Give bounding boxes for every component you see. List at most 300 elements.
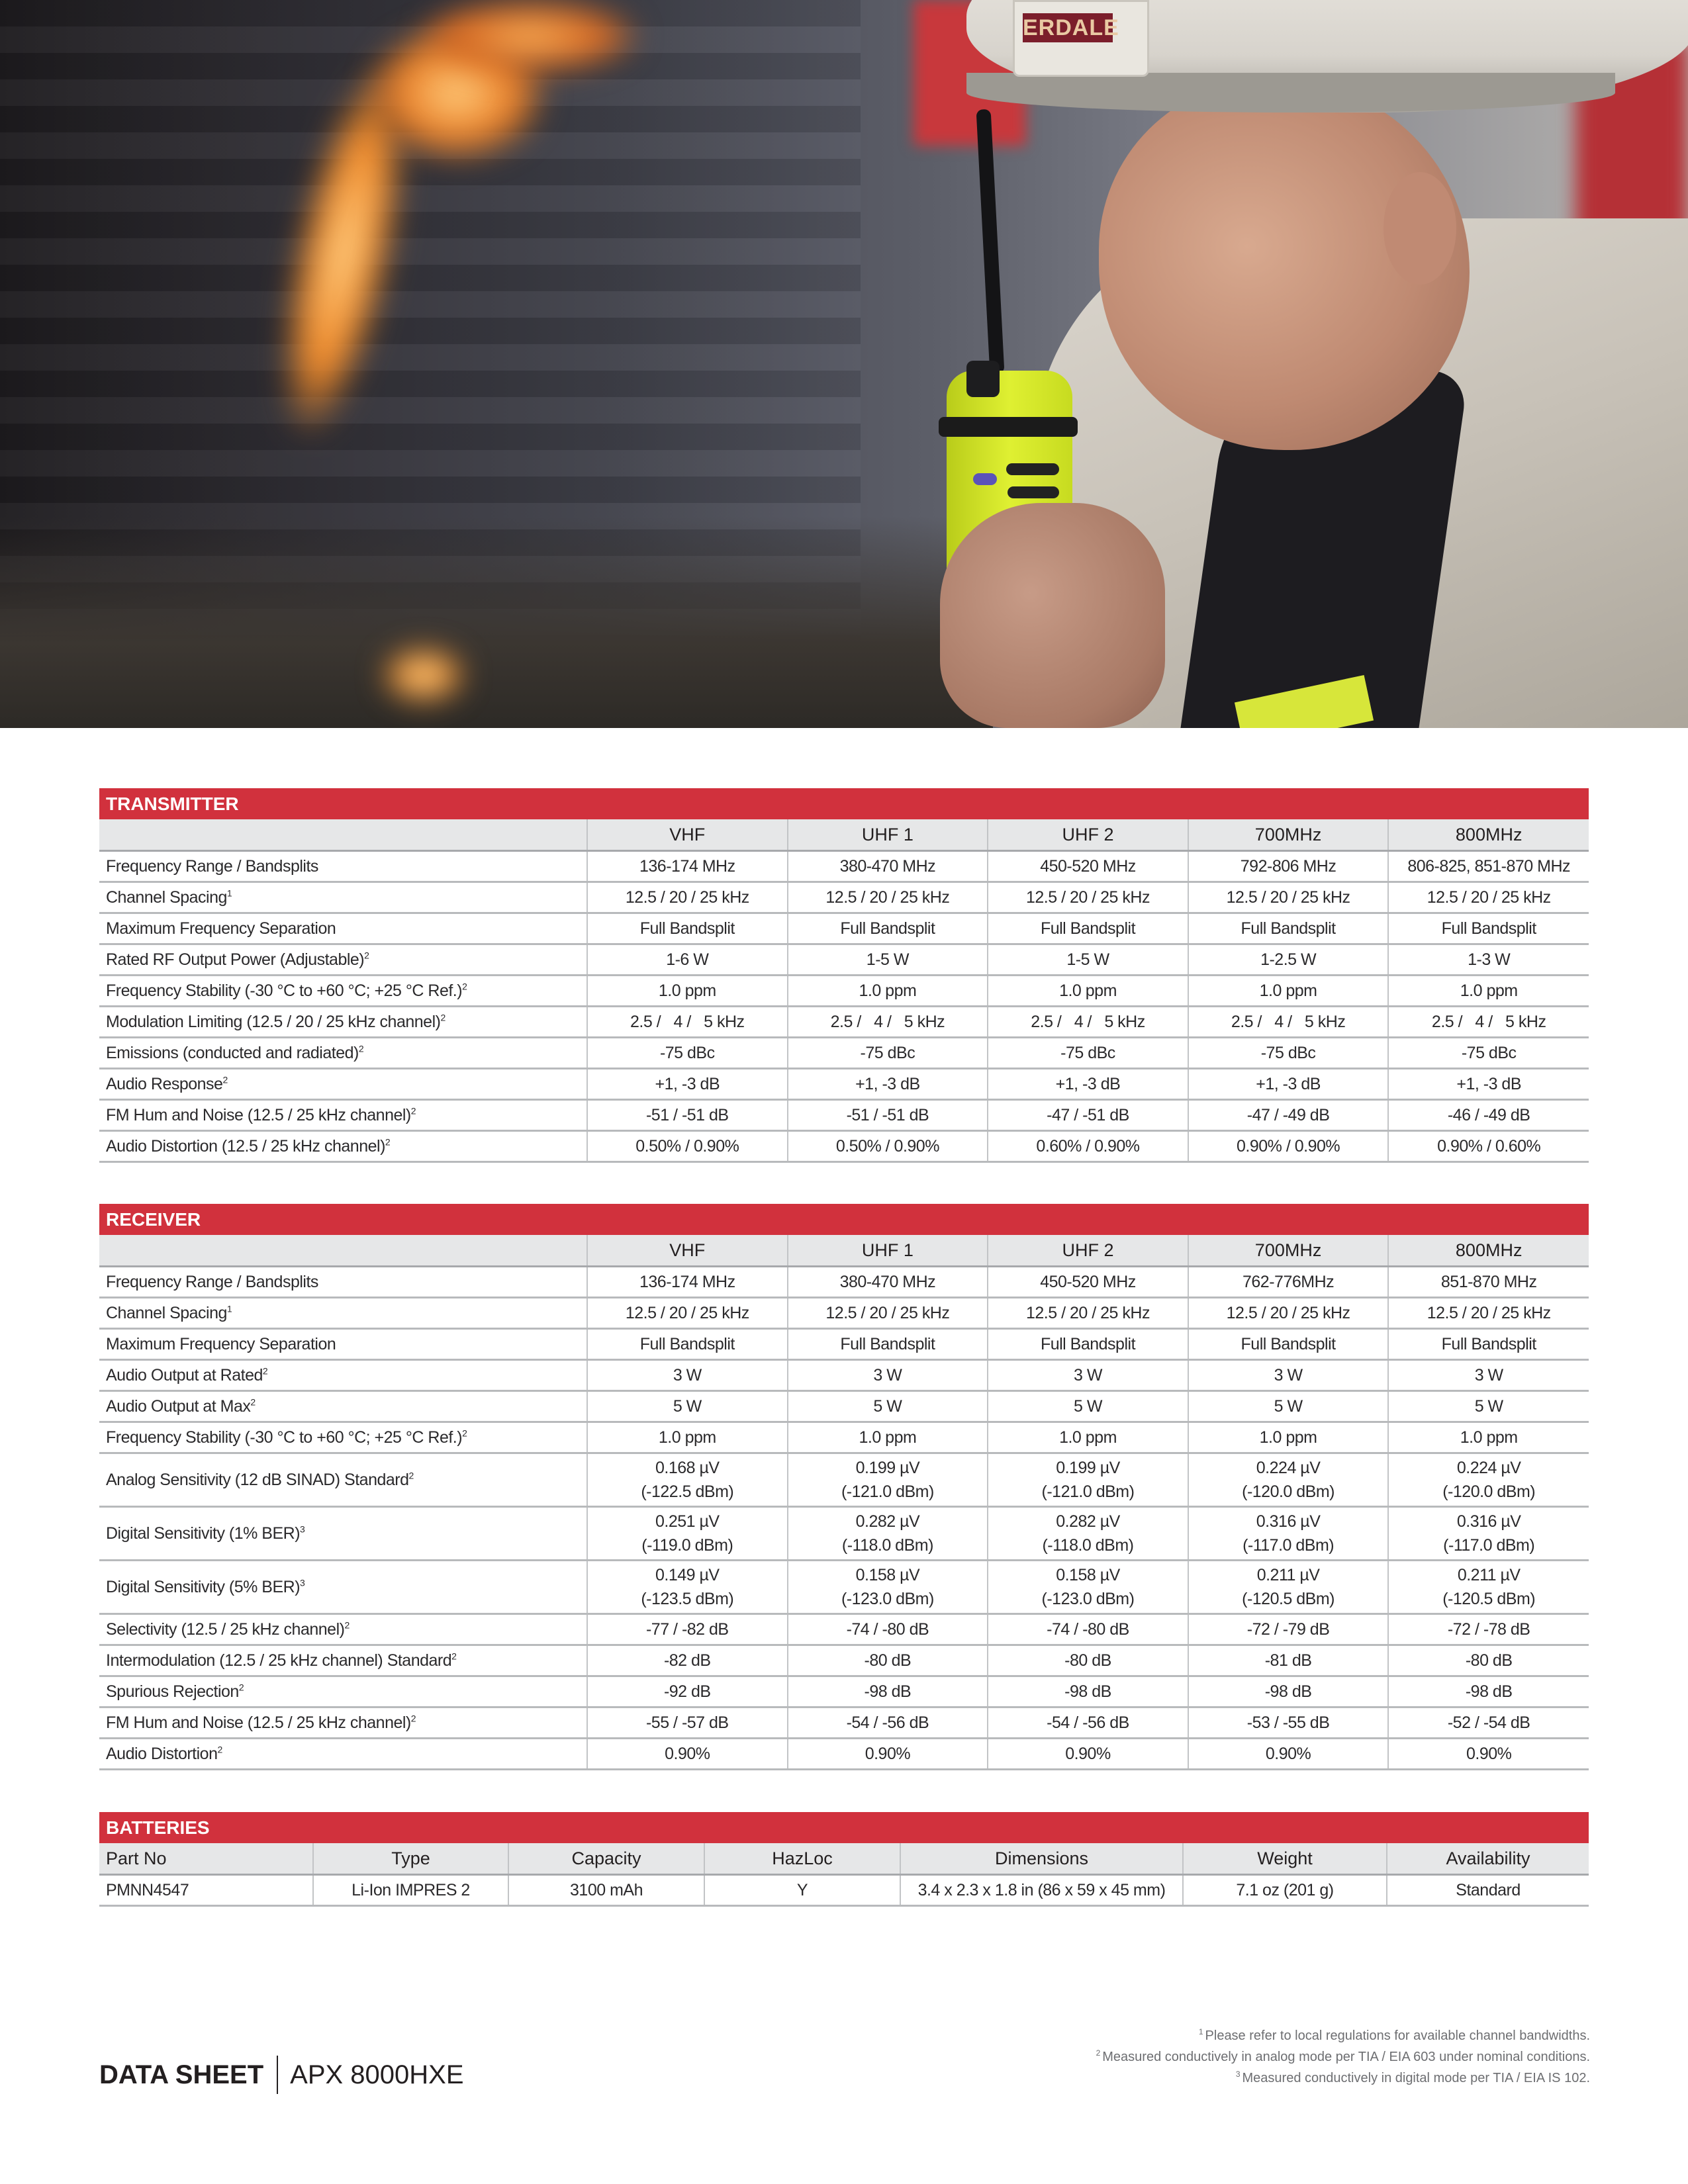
spec-value-dbm: (-120.5 dBm): [1442, 1590, 1536, 1608]
footer-brand: [99, 2055, 464, 2095]
footnote-ref: 2: [440, 1012, 445, 1023]
spec-value: 1-2.5 W: [1188, 944, 1389, 976]
radio-emergency-button: [973, 473, 997, 485]
spec-value: 2.5 / 4 / 5 kHz: [587, 1007, 788, 1038]
battery-type: Li-Ion IMPRES 2: [313, 1875, 508, 1906]
footnote-ref: 2: [262, 1365, 268, 1377]
spec-value: 0.90%: [1188, 1739, 1389, 1770]
row-label: [99, 1707, 587, 1739]
spec-value: -54 / -56 dB: [788, 1707, 988, 1739]
battery-availability: Standard: [1387, 1875, 1589, 1906]
hero-photo: [0, 0, 1688, 728]
row-label-text: Audio Distortion: [106, 1745, 218, 1763]
spec-value: Full Bandsplit: [587, 1329, 788, 1360]
column-header-vhf: VHF: [587, 1235, 788, 1267]
receiver-table: [99, 1235, 1589, 1770]
spec-value: 12.5 / 20 / 25 kHz: [788, 1298, 988, 1329]
spec-value: [788, 1561, 988, 1614]
table-row: [99, 1561, 1589, 1614]
spec-value: [587, 1561, 788, 1614]
spec-value-dbm: (-120.5 dBm): [1242, 1590, 1335, 1608]
spec-value: 136-174 MHz: [587, 851, 788, 882]
table-row: [99, 851, 1589, 882]
spec-value-dbm: (-120.0 dBm): [1442, 1482, 1536, 1501]
spec-value: [988, 1507, 1188, 1561]
spec-value-dbm: (-123.0 dBm): [1041, 1590, 1135, 1608]
spec-value-microvolts: 0.158 µV: [855, 1566, 920, 1584]
spec-value: -80 dB: [1388, 1645, 1589, 1676]
footnote-ref: 2: [358, 1043, 364, 1054]
table-row: [99, 913, 1589, 944]
spec-value: +1, -3 dB: [1188, 1069, 1389, 1100]
row-label: [99, 944, 587, 976]
column-header-dimensions: Dimensions: [900, 1843, 1183, 1875]
row-label-text: Analog Sensitivity (12 dB SINAD) Standard: [106, 1471, 409, 1489]
spec-value: 762-776MHz: [1188, 1267, 1389, 1298]
row-label: [99, 1507, 587, 1561]
doc-type-label: DATA SHEET: [99, 2060, 264, 2089]
table-row: [99, 944, 1589, 976]
spec-value: 0.90%: [788, 1739, 988, 1770]
radio-band: [939, 417, 1078, 437]
column-header-uhf2: UHF 2: [988, 819, 1188, 851]
spec-value: +1, -3 dB: [788, 1069, 988, 1100]
row-label: [99, 1267, 587, 1298]
row-label: [99, 1360, 587, 1391]
spec-value: -82 dB: [587, 1645, 788, 1676]
row-label-text: Channel Spacing: [106, 1304, 227, 1322]
spec-value: -52 / -54 dB: [1388, 1707, 1589, 1739]
row-label: [99, 1453, 587, 1507]
spec-value: -74 / -80 dB: [988, 1614, 1188, 1645]
spec-value: 1.0 ppm: [587, 1422, 788, 1453]
footnote-ref: 2: [410, 1713, 416, 1724]
row-label-text: FM Hum and Noise (12.5 / 25 kHz channel): [106, 1106, 411, 1124]
table-row: [99, 1131, 1589, 1162]
spec-value: 1.0 ppm: [988, 976, 1188, 1007]
spec-value: 1.0 ppm: [1188, 1422, 1389, 1453]
column-header-capacity: Capacity: [508, 1843, 704, 1875]
footnote-ref: 2: [408, 1470, 414, 1481]
spec-value: 1.0 ppm: [587, 976, 788, 1007]
row-label-text: Spurious Rejection: [106, 1682, 239, 1701]
column-header-availability: Availability: [1387, 1843, 1589, 1875]
battery-capacity: 3100 mAh: [508, 1875, 704, 1906]
spec-value: 2.5 / 4 / 5 kHz: [988, 1007, 1188, 1038]
row-label: [99, 1614, 587, 1645]
row-label: [99, 882, 587, 913]
radio-button: [1006, 463, 1059, 475]
column-header-type: Type: [313, 1843, 508, 1875]
table-row: [99, 882, 1589, 913]
radio-antenna: [976, 109, 1005, 375]
row-label: [99, 1645, 587, 1676]
spec-value: -46 / -49 dB: [1388, 1100, 1589, 1131]
footnote-ref: 2: [385, 1136, 391, 1148]
table-row: [99, 1267, 1589, 1298]
spec-value: [988, 1453, 1188, 1507]
spec-value: 1.0 ppm: [988, 1422, 1188, 1453]
spec-value: -92 dB: [587, 1676, 788, 1707]
spec-value: 3 W: [788, 1360, 988, 1391]
spec-value: [1188, 1561, 1389, 1614]
table-row: [99, 1507, 1589, 1561]
spec-value-microvolts: 0.149 µV: [655, 1566, 720, 1584]
section-title: RECEIVER: [99, 1204, 1589, 1235]
spec-value: 5 W: [1388, 1391, 1589, 1422]
battery-dimensions: 3.4 x 2.3 x 1.8 in (86 x 59 x 45 mm): [900, 1875, 1183, 1906]
radio-button: [1008, 486, 1059, 498]
spec-value: [1388, 1561, 1589, 1614]
footnote-ref: 2: [410, 1105, 416, 1116]
row-label-text: Audio Output at Rated: [106, 1366, 263, 1385]
column-header-700mhz: 700MHz: [1188, 1235, 1389, 1267]
spec-value: 1.0 ppm: [788, 976, 988, 1007]
footnote-ref: 2: [344, 1619, 350, 1631]
spec-value-dbm: (-121.0 dBm): [1041, 1482, 1135, 1501]
spec-value: Full Bandsplit: [788, 1329, 988, 1360]
spec-value-dbm: (-122.5 dBm): [641, 1482, 734, 1501]
spec-value: -77 / -82 dB: [587, 1614, 788, 1645]
spec-value-microvolts: 0.211 µV: [1256, 1566, 1320, 1584]
spec-value: 3 W: [988, 1360, 1188, 1391]
spec-value: 1.0 ppm: [1388, 976, 1589, 1007]
spec-value: 12.5 / 20 / 25 kHz: [1188, 882, 1389, 913]
row-label: [99, 1739, 587, 1770]
row-label-text: Frequency Range / Bandsplits: [106, 857, 318, 876]
spec-value: 12.5 / 20 / 25 kHz: [988, 882, 1188, 913]
column-header-uhf1: UHF 1: [788, 1235, 988, 1267]
spec-value: 0.90%: [1388, 1739, 1589, 1770]
spec-value: -80 dB: [988, 1645, 1188, 1676]
footnote-ref: 2: [217, 1744, 222, 1755]
footnote-2: [1096, 2046, 1590, 2068]
battery-part-no: PMNN4547: [99, 1875, 313, 1906]
spec-value-dbm: (-121.0 dBm): [841, 1482, 934, 1501]
row-label: [99, 1298, 587, 1329]
column-header-vhf: VHF: [587, 819, 788, 851]
spec-value: 1-5 W: [988, 944, 1188, 976]
spec-value: +1, -3 dB: [587, 1069, 788, 1100]
spec-value-dbm: (-123.0 dBm): [841, 1590, 934, 1608]
model-name: APX 8000HXE: [290, 2060, 464, 2089]
column-header: [99, 1235, 587, 1267]
spec-value: Full Bandsplit: [1388, 913, 1589, 944]
row-label: [99, 851, 587, 882]
table-row: [99, 1645, 1589, 1676]
spec-value: -53 / -55 dB: [1188, 1707, 1389, 1739]
row-label-text: Channel Spacing: [106, 888, 227, 907]
spec-value: 792-806 MHz: [1188, 851, 1389, 882]
footnote-ref: 2: [462, 981, 467, 992]
spec-value: 5 W: [587, 1391, 788, 1422]
batteries-table: [99, 1843, 1589, 1907]
spec-value: 136-174 MHz: [587, 1267, 788, 1298]
spec-value: [988, 1561, 1188, 1614]
footnote-ref: 2: [238, 1682, 244, 1693]
spec-value: -75 dBc: [1188, 1038, 1389, 1069]
footnote-text: Please refer to local regulations for available channel bandwidths.: [1205, 2028, 1590, 2043]
row-label-text: Audio Response: [106, 1075, 223, 1093]
debris-ground: [0, 516, 993, 728]
spec-value: Full Bandsplit: [587, 913, 788, 944]
spec-value: 450-520 MHz: [988, 1267, 1188, 1298]
spec-value: 12.5 / 20 / 25 kHz: [988, 1298, 1188, 1329]
spec-value: Full Bandsplit: [1188, 1329, 1389, 1360]
spec-value: [1188, 1453, 1389, 1507]
table-header-row: [99, 1235, 1589, 1267]
footnote-ref: 2: [462, 1428, 467, 1439]
column-header-uhf1: UHF 1: [788, 819, 988, 851]
spec-value: 0.90% / 0.90%: [1188, 1131, 1389, 1162]
spec-value: 0.50% / 0.90%: [788, 1131, 988, 1162]
spec-value-microvolts: 0.316 µV: [1256, 1512, 1321, 1531]
section-title: TRANSMITTER: [99, 788, 1589, 819]
table-header-row: [99, 1843, 1589, 1875]
spec-value: [1388, 1507, 1589, 1561]
spec-value: -47 / -51 dB: [988, 1100, 1188, 1131]
row-label-text: Digital Sensitivity (1% BER): [106, 1524, 301, 1543]
spec-value-microvolts: 0.251 µV: [655, 1512, 720, 1531]
column-header-800mhz: 800MHz: [1388, 819, 1589, 851]
row-label: [99, 1007, 587, 1038]
spec-value: -51 / -51 dB: [587, 1100, 788, 1131]
spec-value-dbm: (-123.5 dBm): [641, 1590, 734, 1608]
column-header-800mhz: 800MHz: [1388, 1235, 1589, 1267]
spec-value: 380-470 MHz: [788, 1267, 988, 1298]
table-row: [99, 1298, 1589, 1329]
row-label: [99, 1391, 587, 1422]
spec-value: +1, -3 dB: [1388, 1069, 1589, 1100]
radio-knob: [966, 361, 1000, 397]
spec-value: -47 / -49 dB: [1188, 1100, 1389, 1131]
table-header-row: [99, 819, 1589, 851]
helmet-brim: [966, 73, 1615, 113]
spec-value: 1-6 W: [587, 944, 788, 976]
column-header-700mhz: 700MHz: [1188, 819, 1389, 851]
footnote-ref: 2: [364, 950, 369, 961]
firefighter-hand: [940, 503, 1165, 728]
flame: [384, 649, 463, 702]
spec-value: 12.5 / 20 / 25 kHz: [1388, 882, 1589, 913]
spec-value: 0.60% / 0.90%: [988, 1131, 1188, 1162]
spec-value: -72 / -78 dB: [1388, 1614, 1589, 1645]
row-label-text: Frequency Range / Bandsplits: [106, 1273, 318, 1291]
spec-value: 450-520 MHz: [988, 851, 1188, 882]
column-header-uhf2: UHF 2: [988, 1235, 1188, 1267]
spec-value: -55 / -57 dB: [587, 1707, 788, 1739]
spec-value: 3 W: [587, 1360, 788, 1391]
table-row: [99, 1739, 1589, 1770]
spec-value-dbm: (-118.0 dBm): [841, 1536, 933, 1555]
table-row: [99, 1329, 1589, 1360]
row-label-text: Selectivity (12.5 / 25 kHz channel): [106, 1620, 345, 1639]
spec-value: [587, 1453, 788, 1507]
spec-value: Full Bandsplit: [1188, 913, 1389, 944]
spec-value: Full Bandsplit: [988, 1329, 1188, 1360]
row-label-text: Rated RF Output Power (Adjustable): [106, 950, 365, 969]
table-row: [99, 1100, 1589, 1131]
row-label-text: Maximum Frequency Separation: [106, 919, 336, 938]
footnote-ref: 3: [300, 1524, 305, 1535]
spec-value: 0.90%: [988, 1739, 1188, 1770]
spec-value-microvolts: 0.224 µV: [1256, 1459, 1321, 1477]
row-label-text: Modulation Limiting (12.5 / 20 / 25 kHz channel): [106, 1013, 441, 1031]
spec-value: -74 / -80 dB: [788, 1614, 988, 1645]
footnote-text: Measured conductively in analog mode per TIA / EIA 603 under nominal conditions.: [1102, 2050, 1590, 2064]
spec-value-microvolts: 0.282 µV: [855, 1512, 920, 1531]
table-row: [99, 1453, 1589, 1507]
row-label-text: FM Hum and Noise (12.5 / 25 kHz channel): [106, 1713, 411, 1732]
battery-hazloc: Y: [704, 1875, 900, 1906]
spec-value-microvolts: 0.316 µV: [1456, 1512, 1521, 1531]
spec-value: 1-3 W: [1388, 944, 1589, 976]
spec-value-microvolts: 0.224 µV: [1456, 1459, 1521, 1477]
battery-weight: 7.1 oz (201 g): [1183, 1875, 1387, 1906]
column-header-hazloc: HazLoc: [704, 1843, 900, 1875]
spec-value: 0.90%: [587, 1739, 788, 1770]
spec-value: -75 dBc: [1388, 1038, 1589, 1069]
row-label: [99, 1038, 587, 1069]
table-row: [99, 1391, 1589, 1422]
table-row: [99, 1614, 1589, 1645]
helmet-label: ERDALE: [1023, 13, 1113, 42]
spec-value: -75 dBc: [788, 1038, 988, 1069]
row-label: [99, 1069, 587, 1100]
row-label-text: Audio Distortion (12.5 / 25 kHz channel): [106, 1137, 385, 1156]
footnote-mark: 2: [1096, 2048, 1101, 2058]
table-row: [99, 1038, 1589, 1069]
spec-value: 0.50% / 0.90%: [587, 1131, 788, 1162]
table-row: [99, 1360, 1589, 1391]
footnote-ref: 1: [226, 1303, 232, 1314]
spec-value-microvolts: 0.199 µV: [1056, 1459, 1120, 1477]
spec-value: -98 dB: [988, 1676, 1188, 1707]
spec-value: 0.90% / 0.60%: [1388, 1131, 1589, 1162]
row-label-text: Emissions (conducted and radiated): [106, 1044, 359, 1062]
table-row: [99, 1069, 1589, 1100]
row-label: [99, 913, 587, 944]
column-header-part-no: Part No: [99, 1843, 313, 1875]
spec-value: 2.5 / 4 / 5 kHz: [1188, 1007, 1389, 1038]
footnote-3: [1096, 2068, 1590, 2089]
spec-value: 1.0 ppm: [788, 1422, 988, 1453]
footnote-text: Measured conductively in digital mode per TIA / EIA IS 102.: [1242, 2071, 1590, 2085]
batteries-section: [99, 1812, 1589, 1907]
footnote-ref: 2: [222, 1074, 228, 1085]
spec-value: Full Bandsplit: [988, 913, 1188, 944]
row-label: [99, 1422, 587, 1453]
spec-value-dbm: (-117.0 dBm): [1443, 1536, 1535, 1555]
spec-value: -81 dB: [1188, 1645, 1389, 1676]
row-label-text: Digital Sensitivity (5% BER): [106, 1578, 301, 1596]
row-label-text: Maximum Frequency Separation: [106, 1335, 336, 1353]
footnote-1: [1096, 2025, 1590, 2046]
table-row: [99, 1007, 1589, 1038]
spec-value: -98 dB: [788, 1676, 988, 1707]
spec-value-microvolts: 0.199 µV: [855, 1459, 920, 1477]
spec-value: 3 W: [1188, 1360, 1389, 1391]
spec-value: 2.5 / 4 / 5 kHz: [788, 1007, 988, 1038]
spec-value-dbm: (-120.0 dBm): [1242, 1482, 1335, 1501]
row-label: [99, 1561, 587, 1614]
spec-value: [788, 1507, 988, 1561]
spec-value: -80 dB: [788, 1645, 988, 1676]
row-label-text: Intermodulation (12.5 / 25 kHz channel) Standard: [106, 1651, 452, 1670]
footnotes: [1096, 2025, 1590, 2089]
transmitter-table: [99, 819, 1589, 1163]
spec-value: 3 W: [1388, 1360, 1589, 1391]
spec-value-dbm: (-118.0 dBm): [1042, 1536, 1134, 1555]
flame: [424, 0, 635, 73]
spec-value-microvolts: 0.282 µV: [1056, 1512, 1120, 1531]
row-label-text: Audio Output at Max: [106, 1397, 251, 1416]
spec-value: -75 dBc: [587, 1038, 788, 1069]
spec-value: -98 dB: [1388, 1676, 1589, 1707]
spec-value: 1.0 ppm: [1388, 1422, 1589, 1453]
spec-value: 5 W: [788, 1391, 988, 1422]
footnote-ref: 1: [226, 887, 232, 899]
spec-value-microvolts: 0.158 µV: [1056, 1566, 1120, 1584]
footnote-ref: 2: [250, 1396, 256, 1408]
section-title: BATTERIES: [99, 1812, 1589, 1843]
table-row: [99, 1875, 1589, 1906]
spec-value: 806-825, 851-870 MHz: [1388, 851, 1589, 882]
footnote-mark: 1: [1198, 2027, 1203, 2037]
spec-value: -72 / -79 dB: [1188, 1614, 1389, 1645]
spec-value: Full Bandsplit: [788, 913, 988, 944]
spec-value: 5 W: [988, 1391, 1188, 1422]
spec-value-microvolts: 0.211 µV: [1457, 1566, 1521, 1584]
spec-value: 12.5 / 20 / 25 kHz: [1388, 1298, 1589, 1329]
receiver-section: [99, 1204, 1589, 1770]
transmitter-section: [99, 788, 1589, 1163]
row-label: [99, 1100, 587, 1131]
row-label: [99, 1676, 587, 1707]
spec-value: [1188, 1507, 1389, 1561]
spec-value: [587, 1507, 788, 1561]
footnote-mark: 3: [1235, 2070, 1241, 2079]
spec-value: -75 dBc: [988, 1038, 1188, 1069]
spec-value: 851-870 MHz: [1388, 1267, 1589, 1298]
spec-value: -51 / -51 dB: [788, 1100, 988, 1131]
column-header: [99, 819, 587, 851]
spec-value: [1388, 1453, 1589, 1507]
table-row: [99, 1676, 1589, 1707]
spec-value: -98 dB: [1188, 1676, 1389, 1707]
spec-value: +1, -3 dB: [988, 1069, 1188, 1100]
footnote-ref: 3: [300, 1577, 305, 1588]
spec-value-dbm: (-117.0 dBm): [1243, 1536, 1335, 1555]
column-header-weight: Weight: [1183, 1843, 1387, 1875]
spec-value-dbm: (-119.0 dBm): [641, 1536, 733, 1555]
row-label-text: Frequency Stability (-30 °C to +60 °C; +25 °C Ref.): [106, 1428, 463, 1447]
row-label: [99, 1131, 587, 1162]
table-row: [99, 1707, 1589, 1739]
footer-divider: [277, 2056, 278, 2094]
spec-value: 12.5 / 20 / 25 kHz: [1188, 1298, 1389, 1329]
footnote-ref: 2: [451, 1651, 457, 1662]
spec-value: 12.5 / 20 / 25 kHz: [587, 1298, 788, 1329]
spec-value: -54 / -56 dB: [988, 1707, 1188, 1739]
table-row: [99, 1422, 1589, 1453]
spec-value: [788, 1453, 988, 1507]
spec-value: 2.5 / 4 / 5 kHz: [1388, 1007, 1589, 1038]
row-label-text: Frequency Stability (-30 °C to +60 °C; +25 °C Ref.): [106, 981, 463, 1000]
spec-value: 12.5 / 20 / 25 kHz: [788, 882, 988, 913]
firefighter-ear: [1383, 172, 1456, 285]
spec-value: 380-470 MHz: [788, 851, 988, 882]
